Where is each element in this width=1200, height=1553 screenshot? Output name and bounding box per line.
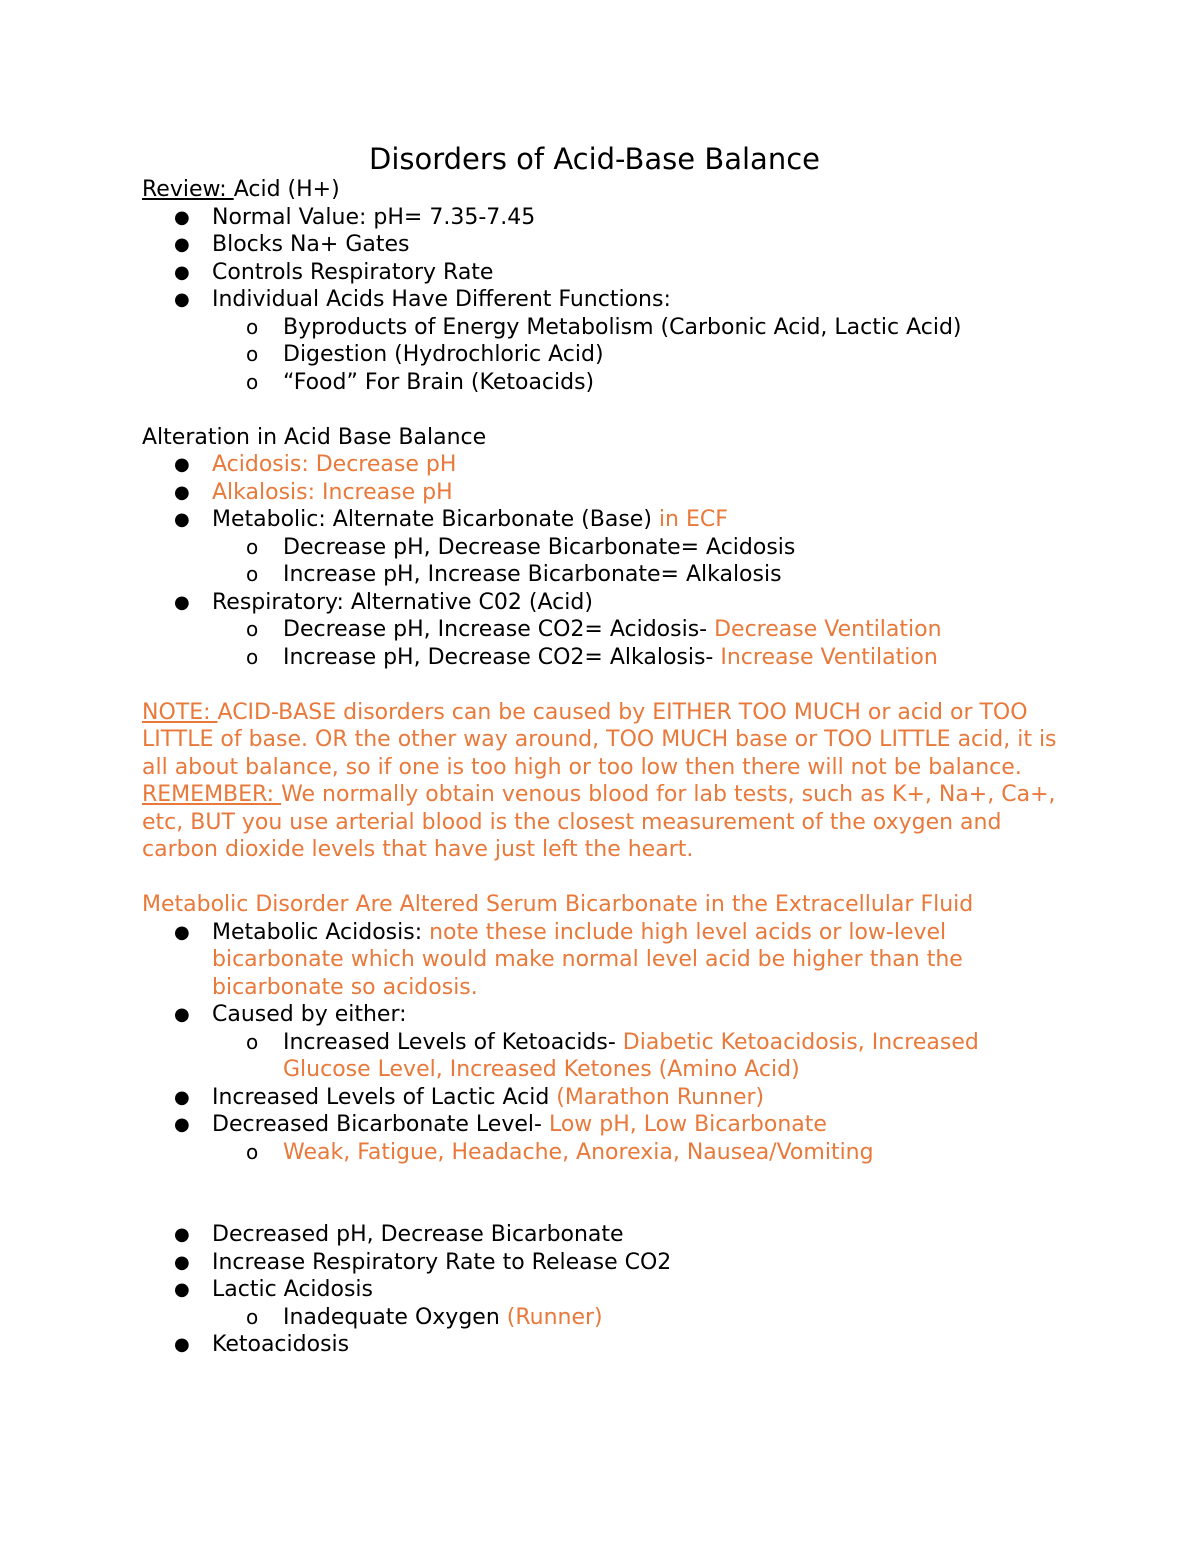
highlight-text: in ECF bbox=[658, 507, 728, 532]
circle-bullet-icon: o bbox=[246, 644, 259, 669]
sub-list-item bbox=[142, 1304, 1062, 1332]
bullet-icon: ● bbox=[174, 454, 190, 475]
list-item bbox=[142, 1331, 1062, 1359]
metabolic-disorder-heading: Metabolic Disorder Are Altered Serum Bicarbonate in the Extracellular Fluid bbox=[142, 892, 974, 917]
list-item bbox=[142, 286, 1062, 314]
list-item bbox=[142, 451, 1062, 479]
alteration-heading: Alteration in Acid Base Balance bbox=[142, 424, 487, 450]
list-item-text: Normal Value: pH= 7.35-7.45 bbox=[212, 204, 536, 230]
sub-list-item-text: Inadequate Oxygen bbox=[283, 1304, 507, 1330]
list-item bbox=[142, 1221, 1062, 1249]
sub-list-item-text: Decrease pH, Increase CO2= Acidosis- bbox=[283, 617, 715, 642]
highlight-text: note these include high level acids or low-level bicarbonate which would make normal level acid be higher than the bicarbonate so acidosis. bbox=[212, 919, 963, 1000]
list-item bbox=[142, 259, 1062, 287]
circle-bullet-icon: o bbox=[246, 617, 259, 641]
circle-bullet-icon: o bbox=[246, 562, 259, 586]
spacer bbox=[142, 1166, 1062, 1221]
sub-list-item-text: Digestion (Hydrochloric Acid) bbox=[283, 342, 604, 367]
list-item bbox=[142, 506, 1062, 534]
sub-list-item-text: Increased Levels of Ketoacids- bbox=[283, 1029, 623, 1055]
note-paragraph bbox=[142, 699, 1062, 782]
sub-list-item bbox=[142, 1029, 1062, 1084]
sub-list-item bbox=[142, 369, 1062, 397]
bullet-icon: ● bbox=[174, 481, 190, 503]
sub-list-item-text: Byproducts of Energy Metabolism (Carbonic Acid, Lactic Acid) bbox=[283, 314, 962, 340]
list-item-text: Increase Respiratory Rate to Release CO2 bbox=[212, 1249, 672, 1275]
circle-bullet-icon: o bbox=[246, 534, 259, 559]
sub-list-item bbox=[142, 644, 1062, 672]
list-item-text: Blocks Na+ Gates bbox=[212, 232, 410, 257]
page-title: Disorders of Acid-Base Balance bbox=[369, 142, 820, 176]
sub-list-item-text: “Food” For Brain (Ketoacids) bbox=[283, 369, 595, 395]
remember-text: We normally obtain venous blood for lab tests, such as K+, Na+, Ca+, etc, BUT you use arterial blood is the closest measurement of the oxygen and carbon dioxide levels that have just left the heart. bbox=[142, 782, 1056, 862]
review-heading-text: Acid (H+) bbox=[233, 177, 340, 202]
circle-bullet-icon: o bbox=[246, 342, 259, 366]
list-item-text: Caused by either: bbox=[212, 1002, 407, 1027]
highlight-text: Diabetic Ketoacidosis, Increased Glucose Level, Increased Ketones (Amino Acid) bbox=[283, 1029, 979, 1082]
bullet-icon: ● bbox=[174, 591, 190, 613]
circle-bullet-icon: o bbox=[246, 1304, 259, 1329]
bullet-icon: ● bbox=[174, 1004, 190, 1025]
list-item bbox=[142, 231, 1062, 259]
sub-list-item bbox=[142, 1139, 1062, 1167]
bullet-icon: ● bbox=[174, 1251, 190, 1273]
spacer bbox=[142, 671, 1062, 699]
list-item bbox=[142, 1111, 1062, 1139]
bullet-icon: ● bbox=[174, 289, 190, 310]
list-item bbox=[142, 589, 1062, 617]
list-item bbox=[142, 1084, 1062, 1112]
bullet-icon: ● bbox=[174, 1086, 190, 1108]
highlight-text: Increase Ventilation bbox=[720, 644, 938, 670]
highlight-text: Decrease Ventilation bbox=[714, 617, 942, 642]
highlight-text: (Marathon Runner) bbox=[556, 1084, 765, 1110]
list-item-text: Decreased Bicarbonate Level- bbox=[212, 1112, 549, 1137]
sub-list-item-text: Increase pH, Increase Bicarbonate= Alkalosis bbox=[283, 562, 782, 587]
bullet-icon: ● bbox=[174, 1114, 190, 1135]
bullet-icon: ● bbox=[174, 234, 190, 255]
sub-list-item-text: Decrease pH, Decrease Bicarbonate= Acidosis bbox=[283, 534, 796, 560]
remember-label: REMEMBER: bbox=[142, 782, 282, 807]
bullet-icon: ● bbox=[174, 1224, 190, 1245]
circle-bullet-icon: o bbox=[246, 314, 259, 339]
list-item bbox=[142, 1001, 1062, 1029]
bullet-icon: ● bbox=[174, 1334, 190, 1355]
sub-list-item bbox=[142, 534, 1062, 562]
list-item-text: Lactic Acidosis bbox=[212, 1277, 373, 1302]
list-item-text: Metabolic Acidosis: bbox=[212, 919, 430, 945]
sub-list-item-text: Weak, Fatigue, Headache, Anorexia, Nausea/Vomiting bbox=[283, 1139, 874, 1165]
circle-bullet-icon: o bbox=[246, 1029, 259, 1054]
bullet-icon: ● bbox=[174, 261, 190, 283]
bullet-icon: ● bbox=[174, 509, 190, 530]
circle-bullet-icon: o bbox=[246, 1139, 259, 1164]
list-item-text: Alkalosis: Increase pH bbox=[212, 479, 453, 505]
sub-list-item bbox=[142, 314, 1062, 342]
list-item-text: Controls Respiratory Rate bbox=[212, 259, 494, 285]
bullet-icon: ● bbox=[174, 1279, 190, 1300]
list-item bbox=[142, 204, 1062, 232]
review-heading bbox=[142, 176, 1062, 204]
list-item bbox=[142, 1276, 1062, 1304]
review-label: Review: bbox=[142, 177, 234, 202]
highlight-text: (Runner) bbox=[506, 1304, 603, 1330]
list-item-text: Acidosis: Decrease pH bbox=[212, 452, 457, 477]
spacer bbox=[142, 396, 1062, 424]
list-item-text: Respiratory: Alternative C02 (Acid) bbox=[212, 589, 593, 615]
note-label: NOTE: bbox=[142, 699, 218, 725]
list-item-text: Individual Acids Have Different Functions: bbox=[212, 287, 671, 312]
sub-list-item bbox=[142, 341, 1062, 369]
list-item bbox=[142, 1249, 1062, 1277]
highlight-text: Low pH, Low Bicarbonate bbox=[548, 1112, 827, 1137]
bullet-icon: ● bbox=[174, 206, 190, 228]
list-item-text: Increased Levels of Lactic Acid bbox=[212, 1084, 557, 1110]
list-item-text: Metabolic: Alternate Bicarbonate (Base) bbox=[212, 507, 659, 532]
note-text: ACID-BASE disorders can be caused by EITHER TOO MUCH or acid or TOO LITTLE of base. OR the other way around, TOO MUCH base or TOO LITTLE acid, it is all about balance, so if one is too high or too low then there will not be balance. bbox=[142, 699, 1057, 780]
sub-list-item bbox=[142, 561, 1062, 589]
sub-list-item-text: Increase pH, Decrease CO2= Alkalosis- bbox=[283, 644, 721, 670]
circle-bullet-icon: o bbox=[246, 369, 259, 394]
remember-paragraph bbox=[142, 781, 1062, 864]
bullet-icon: ● bbox=[174, 921, 190, 943]
list-item bbox=[142, 919, 1062, 1002]
spacer bbox=[142, 864, 1062, 892]
list-item-text: Ketoacidosis bbox=[212, 1332, 350, 1357]
list-item bbox=[142, 479, 1062, 507]
sub-list-item bbox=[142, 616, 1062, 644]
list-item-text: Decreased pH, Decrease Bicarbonate bbox=[212, 1222, 624, 1247]
document-body bbox=[142, 176, 1062, 1359]
